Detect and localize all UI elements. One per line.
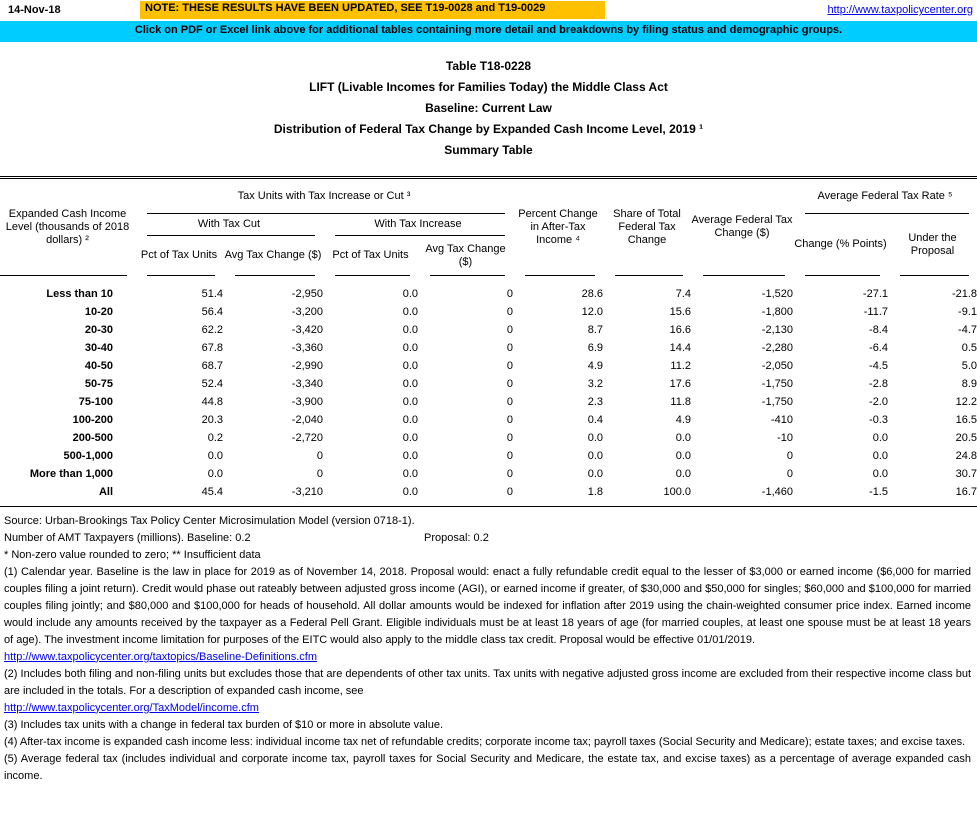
cell: 0: [786, 467, 793, 480]
cell: 0.0: [207, 449, 223, 462]
footnote-text: (2) Includes both filing and non-filing units but excludes those that are dependents of other tax units. Tax units with negative adjusted gross income are excluded from their respective income class but are included in the totals. For a description of expanded cash income, see: [4, 667, 971, 697]
cell: -1,750: [761, 395, 793, 408]
cell: -2.8: [869, 377, 888, 390]
cell: 6.9: [587, 341, 603, 354]
cell: 20.3: [201, 413, 223, 426]
update-note: NOTE: THESE RESULTS HAVE BEEN UPDATED, SEE T19-0028 and T19-0029: [140, 1, 605, 19]
cell: 2.3: [587, 395, 603, 408]
distribution-title: Distribution of Federal Tax Change by Expanded Cash Income Level, 2019 ¹: [273, 122, 704, 136]
cell: 8.7: [587, 323, 603, 336]
cell: -2,990: [291, 359, 323, 372]
cell: 0.0: [587, 449, 603, 462]
cell: 0.0: [402, 485, 418, 498]
header-under-the-proposal: Under the Proposal: [888, 214, 977, 276]
cell: 11.2: [670, 359, 691, 372]
header-avg-tax-change-increase: Avg Tax Change ($): [418, 236, 513, 276]
cell: -27.1: [862, 287, 888, 300]
cell: -1,460: [761, 485, 793, 498]
cell: 14.4: [669, 341, 691, 354]
cell: 0: [506, 413, 513, 426]
cell: 16.6: [669, 323, 691, 336]
cell: 0: [506, 305, 513, 318]
cell: 62.2: [201, 323, 223, 336]
cell: -1,520: [761, 287, 793, 300]
cell: 4.9: [675, 413, 691, 426]
header-pct-of-tax-units-cut: Pct of Tax Units: [135, 236, 223, 276]
cell: 0: [316, 449, 323, 462]
table-row: [0, 321, 977, 339]
cell: 0: [506, 377, 513, 390]
row-label: 10-20: [84, 305, 113, 318]
row-label: Less than 10: [46, 287, 113, 300]
cell: -2,720: [291, 431, 323, 444]
cell: 0: [506, 467, 513, 480]
cell: 51.4: [201, 287, 223, 300]
row-label: 30-40: [84, 341, 113, 354]
cell: -2,280: [761, 341, 793, 354]
cell: -6.4: [869, 341, 888, 354]
header-income-level: Expanded Cash Income Level (thousands of 2018 dollars) ²: [0, 178, 135, 276]
cell: -0.3: [869, 413, 888, 426]
cell: 0.0: [402, 467, 418, 480]
footnote-link-line: [4, 700, 971, 717]
cell: 0.0: [872, 467, 888, 480]
cell: -4.5: [869, 359, 888, 372]
table-row: [0, 339, 977, 357]
cell: 52.4: [201, 377, 223, 390]
footnote-text: (1) Calendar year. Baseline is the law in place for 2019 as of November 14, 2018. Proposal would: enact a fully refundable credit equal to the lesser of $3,000 or earned income ($6,000 for married couples filing a joint return). Credit would phase out rateably between adjusted gross income (AGI), or earned income if greater, of $30,000 and $50,000 for singles; $60,000 and $100,000 for married couples filing jointly; and $80,000 and $100,000 for heads of household. All dollar amounts would be indexed for inflation after 2019 using the chain-weighted consumer price index. Earned income would include any amounts received by the taxpayer as a Federal Pell Grant. Eligible individuals must be at least 18 years of age (for married couples, at least one spouse must be at least 18 years of age). The investment income limitation for purposes of the EITC would also apply to the middle class tax credit. Proposal would be effective 01/01/2019.: [4, 565, 971, 646]
footnote-link-line: [4, 649, 971, 666]
cell: 56.4: [201, 305, 223, 318]
cell: -2,130: [761, 323, 793, 336]
amt-proposal: Proposal: 0.2: [424, 531, 489, 544]
header-with-tax-increase: With Tax Increase: [323, 214, 513, 236]
row-label: 40-50: [84, 359, 113, 372]
footnote-text: (5) Average federal tax (includes individual and corporate income tax, payroll taxes for Social Security and Medicare, the estate tax, and excise taxes) as a percentage of average expanded cash income.: [4, 752, 971, 782]
cell: -10: [777, 431, 793, 444]
cell: 0: [506, 287, 513, 300]
cell: 11.8: [670, 395, 691, 408]
table-row: [0, 357, 977, 375]
cell: 45.4: [201, 485, 223, 498]
cell: 28.6: [581, 287, 603, 300]
rounding-note: * Non-zero value rounded to zero; ** Insufficient data: [4, 548, 261, 561]
cell: 1.8: [587, 485, 603, 498]
cell: 8.9: [961, 377, 977, 390]
cell: -2.0: [869, 395, 888, 408]
table-row: [0, 483, 977, 507]
cell: 15.6: [669, 305, 691, 318]
row-label: All: [98, 485, 113, 498]
table-row: [0, 465, 977, 483]
cell: 0: [316, 467, 323, 480]
cell: 44.8: [201, 395, 223, 408]
cell: 0: [506, 485, 513, 498]
cell: 0: [506, 449, 513, 462]
cell: 0.0: [207, 467, 223, 480]
cell: 0: [506, 431, 513, 444]
cell: -11.7: [863, 305, 888, 318]
footnotes: [0, 513, 977, 785]
cell: 0.0: [587, 467, 603, 480]
cell: -21.8: [951, 287, 977, 300]
top-bar: [0, 0, 977, 21]
cell: -1,800: [761, 305, 793, 318]
row-label: 500-1,000: [63, 449, 113, 462]
cell: 16.5: [955, 413, 977, 426]
cell: 0.0: [675, 431, 691, 444]
cell: 5.0: [961, 359, 977, 372]
cell: 0.0: [402, 413, 418, 426]
cell: -3,420: [291, 323, 323, 336]
header-share-of-total: Share of Total Federal Tax Change: [603, 178, 691, 276]
cell: 0.0: [587, 431, 603, 444]
cell: -1.5: [869, 485, 888, 498]
cell: 0: [506, 395, 513, 408]
row-label: 50-75: [84, 377, 113, 390]
cell: 7.4: [675, 287, 691, 300]
amt-line: [4, 530, 971, 547]
amt-baseline: Number of AMT Taxpayers (millions). Baseline: 0.2: [4, 531, 251, 544]
title-block: [0, 56, 977, 161]
cell: 20.5: [955, 431, 977, 444]
table-row: [0, 393, 977, 411]
footnote-text: (4) After-tax income is expanded cash income less: individual income tax net of refundable credits; corporate income tax; payroll taxes (Social Security and Medicare); estate taxes; and excise taxes.: [4, 735, 966, 748]
summary-table: [0, 176, 977, 507]
row-label: 20-30: [84, 323, 113, 336]
cell: -3,210: [291, 485, 323, 498]
cell: -2,050: [761, 359, 793, 372]
source-line: Source: Urban-Brookings Tax Policy Center Microsimulation Model (version 0718-1).: [4, 514, 415, 527]
notes-container: [4, 564, 971, 785]
row-label: 75-100: [78, 395, 113, 408]
footnote-link[interactable]: http://www.taxpolicycenter.org/TaxModel/income.cfm: [4, 701, 259, 714]
cell: 0: [506, 323, 513, 336]
row-label: 200-500: [72, 431, 113, 444]
cell: -1,750: [761, 377, 793, 390]
footnote-link[interactable]: http://www.taxpolicycenter.org/taxtopics/Baseline-Definitions.cfm: [4, 650, 318, 663]
table-row: [0, 411, 977, 429]
cell: 0.0: [872, 431, 888, 444]
cell: -4.7: [958, 323, 977, 336]
header-avg-federal-tax-rate-group: Average Federal Tax Rate ⁵: [793, 178, 977, 214]
header-pct-change-after-tax-income: Percent Change in After-Tax Income ⁴: [513, 178, 603, 276]
cell: 24.8: [955, 449, 977, 462]
cell: 0.2: [207, 431, 223, 444]
table-row: [0, 276, 977, 303]
cell: -3,900: [291, 395, 323, 408]
summary-title: Summary Table: [444, 143, 533, 157]
table-body: [0, 276, 977, 507]
table-header: [0, 178, 977, 276]
cell: 0.0: [402, 359, 418, 372]
cell: 0.0: [402, 377, 418, 390]
row-label: More than 1,000: [29, 467, 113, 480]
cell: 0.0: [402, 449, 418, 462]
cell: 0.5: [961, 341, 977, 354]
header-avg-federal-tax-change: Average Federal Tax Change ($): [691, 178, 793, 276]
cell: -8.4: [869, 323, 888, 336]
cell: -3,200: [291, 305, 323, 318]
baseline-title: Baseline: Current Law: [425, 101, 552, 115]
cell: 0: [506, 341, 513, 354]
cell: 0: [506, 359, 513, 372]
cell: 4.9: [587, 359, 603, 372]
header-change-pct-points: Change (% Points): [793, 214, 888, 276]
footnote-text: (3) Includes tax units with a change in federal tax burden of $10 or more in absolute value.: [4, 718, 444, 731]
header-avg-tax-change-cut: Avg Tax Change ($): [223, 236, 323, 276]
header-tax-units-group: Tax Units with Tax Increase or Cut ³: [135, 178, 513, 214]
act-title: LIFT (Livable Incomes for Families Today) the Middle Class Act: [309, 80, 668, 94]
cell: 3.2: [587, 377, 603, 390]
info-banner: Click on PDF or Excel link above for additional tables containing more detail and breakdowns by filing status and demographic groups.: [0, 21, 977, 42]
row-label: 100-200: [72, 413, 113, 426]
cell: 0.0: [402, 341, 418, 354]
cell: 0.0: [675, 449, 691, 462]
cell: -2,040: [291, 413, 323, 426]
cell: 67.8: [201, 341, 223, 354]
cell: 30.7: [955, 467, 977, 480]
cell: -410: [770, 413, 793, 426]
cell: 68.7: [201, 359, 223, 372]
table-number: Table T18-0228: [445, 59, 532, 73]
cell: 100.0: [663, 485, 691, 498]
cell: 17.6: [669, 377, 691, 390]
cell: 0.0: [675, 467, 691, 480]
cell: 16.7: [955, 485, 977, 498]
table-row: [0, 447, 977, 465]
header-with-tax-cut: With Tax Cut: [135, 214, 323, 236]
cell: -2,950: [291, 287, 323, 300]
cell: 12.0: [581, 305, 603, 318]
cell: 0.0: [402, 287, 418, 300]
cell: -3,360: [291, 341, 323, 354]
cell: 0.0: [402, 431, 418, 444]
header-pct-of-tax-units-increase: Pct of Tax Units: [323, 236, 418, 276]
taxpolicycenter-link[interactable]: http://www.taxpolicycenter.org: [827, 4, 973, 16]
cell: -3,340: [291, 377, 323, 390]
table-row: [0, 429, 977, 447]
cell: -9.1: [958, 305, 977, 318]
cell: 0.0: [402, 395, 418, 408]
cell: 0.0: [872, 449, 888, 462]
table-row: [0, 303, 977, 321]
cell: 0.0: [402, 305, 418, 318]
date-label: 14-Nov-18: [8, 4, 61, 16]
cell: 0.4: [587, 413, 603, 426]
cell: 0: [786, 449, 793, 462]
table-row: [0, 375, 977, 393]
cell: 0.0: [402, 323, 418, 336]
cell: 12.2: [955, 395, 977, 408]
